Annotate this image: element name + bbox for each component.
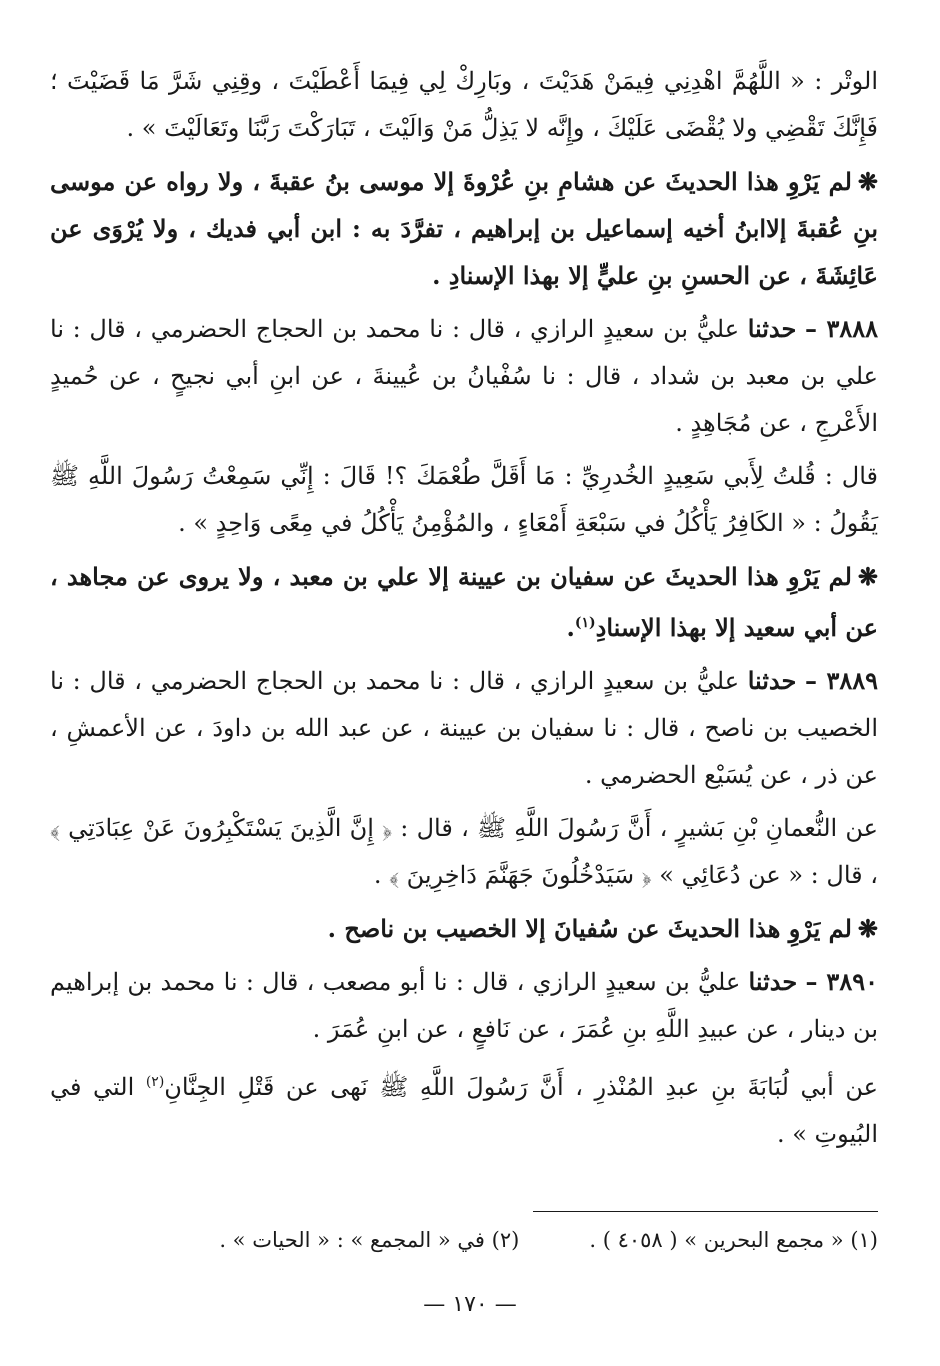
hadith-matn	[50, 805, 878, 899]
hadith-isnad	[50, 958, 878, 1053]
matn-text: عن النُّعمانِ بْنِ بَشيرٍ ، أَنَّ رَسُولَ اللَّهِ ﷺ ، قال : ﴿ إِنَّ الَّذِينَ يَسْتَكْبِرُونَ عَنْ عِبَادَتِي ﴾ ، قال : « عن دُعَائِي » ﴿ سَيَدْخُلُونَ جَهَنَّمَ دَاخِرِينَ ﴾ .	[50, 814, 878, 889]
isnad-text: عليُّ بن سعيدٍ الرازي ، قال : نا محمد بن الحجاج الحضرمي ، قال : نا الخصيب بن ناصح ، قال : نا سفيان بن عيينة ، عن عبد الله بن داودَ ، عن الأعمشِ ، عن ذر ، عن يُسَيْع الحضرمي .	[50, 667, 879, 789]
footnote-text: « مجمع البحرين » ( ٤٠٥٨ ) .	[589, 1228, 844, 1252]
footnotes	[50, 1222, 878, 1258]
hadith-matn	[50, 1059, 878, 1158]
hadith-isnad	[50, 657, 878, 799]
note-end: .	[566, 613, 575, 642]
star-ornament-icon: ❋	[857, 562, 878, 591]
hadith-lead: حدثنا	[748, 967, 798, 996]
footnote-divider	[533, 1211, 878, 1212]
footnote-2	[219, 1222, 519, 1258]
footnote-1	[589, 1222, 878, 1258]
note-text: لم يَرْوِ هذا الحديثَ عن هشامِ بنِ عُرْوةَ إلا موسى بنُ عقبةَ ، ولا رواه عن موسى بنِ عُقبةَ إلاابنُ أخيه إسماعيل بن إبراهيم ، تفرَّدَ به : ابن أبي فديك ، ولا يُرْوَى عن عَائِشَةَ ، عن الحسنِ بنِ عليٍّ إلا بهذا الإسنادِ .	[50, 167, 878, 290]
footnote-text: في « المجمع » : « الحيات » .	[219, 1228, 485, 1252]
hadith-number: ٣٨٨٨ –	[805, 314, 878, 343]
hadith-lead: حدثنا	[747, 314, 797, 343]
editor-note	[50, 553, 878, 651]
paragraph-continuation	[50, 58, 878, 152]
hadith-number: ٣٨٨٩ –	[805, 666, 878, 695]
footnote-label: (١)	[850, 1228, 878, 1252]
main-text	[50, 58, 878, 1158]
star-ornament-icon: ❋	[857, 167, 878, 196]
page-number: — ١٧٠ —	[423, 1292, 517, 1317]
hadith-lead: حدثنا	[747, 666, 797, 695]
hadith-matn	[50, 453, 878, 547]
editor-note	[50, 905, 878, 952]
isnad-text: عليُّ بن سعيدٍ الرازي ، قال : نا محمد بن الحجاج الحضرمي ، قال : نا علي بن معبد بن شداد ، قال : نا سُفْيانُ بن عُيينةَ ، عن ابنِ أبي نجيحٍ ، عن حُميدٍ الأَعْرجِ ، عن مُجَاهِدٍ .	[50, 315, 878, 437]
hadith-isnad	[50, 305, 878, 447]
footnote-ref: (٢)	[145, 1074, 165, 1090]
matn-text: قال : قُلتُ لِأَبي سَعِيدٍ الخُدرِيِّ : مَا أَقَلَّ طُعْمَكَ ؟! قَالَ : إِنِّي سَمِعْتُ رَسُولَ اللَّهِ ﷺ يَقُولُ : « الكَافِرُ يَأْكُلُ في سَبْعَةِ أَمْعَاءٍ ، والمُؤْمِنُ يَأْكُلُ في مِعًى وَاحِدٍ » .	[50, 462, 879, 537]
hadith-number: ٣٨٩٠ –	[805, 967, 878, 996]
footnote-ref: (١)	[574, 615, 596, 631]
editor-note	[50, 158, 878, 299]
isnad-text: عليُّ بن سعيدٍ الرازي ، قال : نا أبو مصعب ، قال : نا محمد بن إبراهيم بن دينار ، عن عبيدِ اللَّهِ بنِ عُمَرَ ، عن نَافعٍ ، عن ابنِ عُمَرَ .	[50, 968, 878, 1043]
footnote-label: (٢)	[491, 1228, 520, 1252]
paragraph-text: الوتْر : « اللَّهُمَّ اهْدِنِي فِيمَنْ هَدَيْتَ ، وبَارِكْ لِي فِيمَا أَعْطَيْتَ ، وقِنِي شَرَّ مَا قَضَيْتَ ؛ فَإِنَّكَ تَقْضِي ولا يُقْضَى عَلَيْكَ ، وإِنَّه لا يَذِلُّ مَنْ وَالَيْتَ ، تَبَارَكْتَ رَبَّنَا وتَعَالَيْتَ » .	[50, 67, 878, 142]
note-text: لم يَرْوِ هذا الحديثَ عن سُفيانَ إلا الخصيب بن ناصح .	[327, 914, 852, 943]
matn-end: التي في البُيوتِ » .	[50, 1073, 878, 1148]
star-ornament-icon: ❋	[857, 914, 878, 943]
matn-text: عن أبي لُبَابَةَ بنِ عبدِ المُنْذرِ ، أَنَّ رَسُولَ اللَّهِ ﷺ نَهى عن قَتْلِ الجِنَّانِ	[164, 1073, 878, 1101]
note-text: لم يَرْوِ هذا الحديثَ عن سفيان بن عيينة إلا علي بن معبد ، ولا يروى عن مجاهد ، عن أبي سعيد إلا بهذا الإسنادِ	[50, 562, 878, 642]
